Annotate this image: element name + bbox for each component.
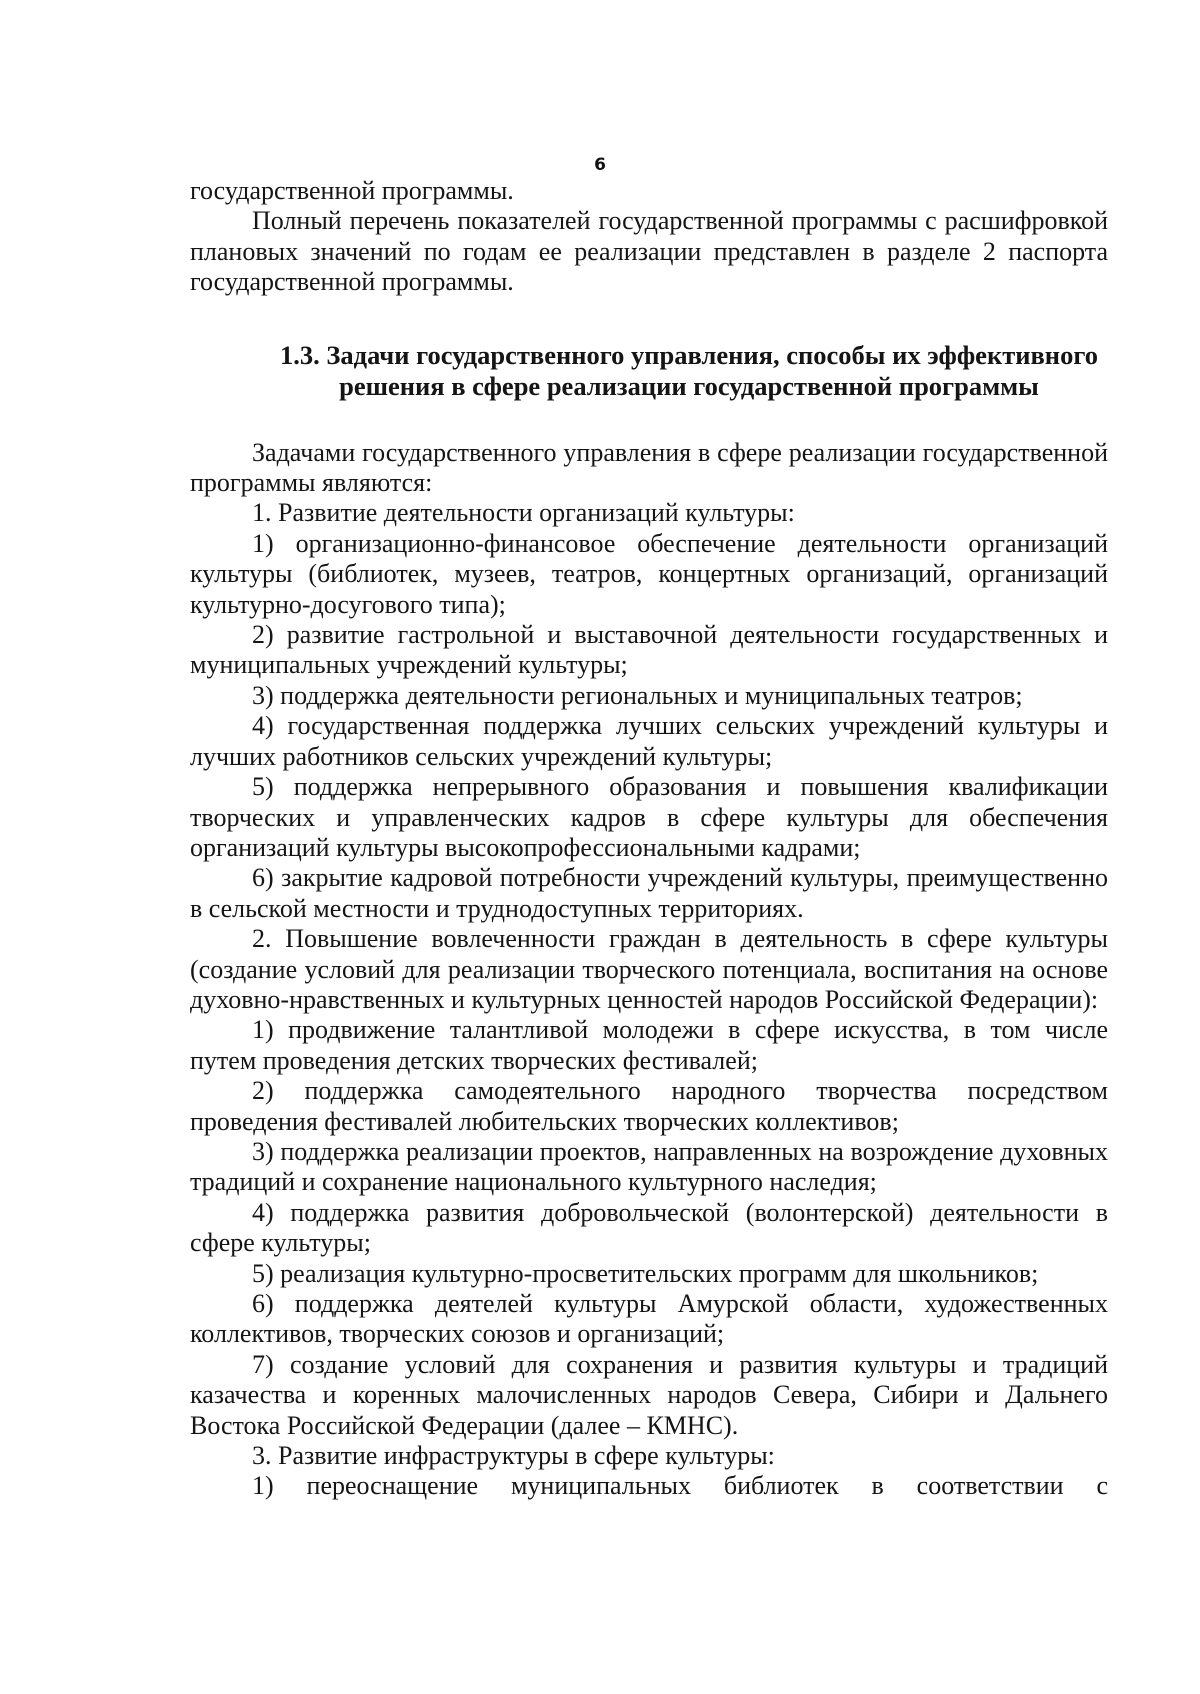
list-item: 3) поддержка деятельности региональных и муниципальных театров; [252, 680, 1023, 710]
document-body [190, 176, 1108, 1502]
list-item: 6) поддержка деятелей культуры Амурской области, художественных коллективов, творческих союзов и организаций; [190, 1289, 1108, 1349]
section-heading [190, 340, 1108, 402]
page-number: 6 [594, 155, 606, 175]
list-item: 3) поддержка реализации проектов, направленных на возрождение духовных традиций и сохранение национального культурного наследия; [190, 1136, 1108, 1197]
list-item: 2) поддержка самодеятельного народного творчества посредством проведения фестивалей любительских творческих коллективов; [190, 1076, 1108, 1136]
list-item: 7) создание условий для сохранения и развития культуры и традиций казачества и коренных малочисленных народов Севера, Сибири и Дальнего Востока Российской Федерации (далее – КМНС). [190, 1349, 1108, 1440]
paragraph: Полный перечень показателей государственной программы с расшифровкой плановых значений по годам ее реализации представлен в разделе 2 паспорта государственной программы. [190, 206, 1108, 297]
list-item: 4) государственная поддержка лучших сельских учреждений культуры и лучших работников сельских учреждений культуры; [190, 711, 1108, 771]
list-item: 5) реализация культурно-просветительских программ для школьников; [252, 1258, 1039, 1288]
list-item: 4) поддержка развития добровольческой (волонтерской) деятельности в сфере культуры; [190, 1197, 1108, 1258]
list-item: 1) продвижение талантливой молодежи в сфере искусства, в том числе путем проведения детских творческих фестивалей; [190, 1015, 1108, 1075]
paragraph: 2. Повышение вовлеченности граждан в деятельность в сфере культуры (создание условий для реализации творческого потенциала, воспитания на основе духовно-нравственных и культурных ценностей народов Российской Федерации): [190, 924, 1108, 1014]
list-item: 2) развитие гастрольной и выставочной деятельности государственных и муниципальных учреждений культуры; [190, 620, 1108, 680]
list-item: 6) закрытие кадровой потребности учреждений культуры, преимущественно в сельской местности и труднодоступных территориях. [190, 863, 1108, 923]
paragraph: Задачами государственного управления в сфере реализации государственной программы являются: [190, 437, 1108, 498]
list-item: 1) организационно-финансовое обеспечение деятельности организаций культуры (библиотек, музеев, театров, концертных организаций, организаций культурно-досугового типа); [190, 528, 1108, 619]
paragraph: государственной программы. [190, 176, 514, 205]
list-item: 1) переоснащение муниципальных библиотек в соответствии с [252, 1471, 1108, 1501]
paragraph: 3. Развитие инфраструктуры в сфере культуры: [252, 1441, 775, 1471]
section-heading-line: решения в сфере реализации государственной программы [339, 370, 1039, 401]
section-heading-line: 1.3. Задачи государственного управления, способы их эффективного [280, 339, 1098, 370]
list-item: 5) поддержка непрерывного образования и повышения квалификации творческих и управленческих кадров в сфере культуры для обеспечения организаций культуры высокопрофессиональными кадрами; [190, 772, 1108, 862]
paragraph: 1. Развитие деятельности организаций культуры: [252, 498, 795, 528]
